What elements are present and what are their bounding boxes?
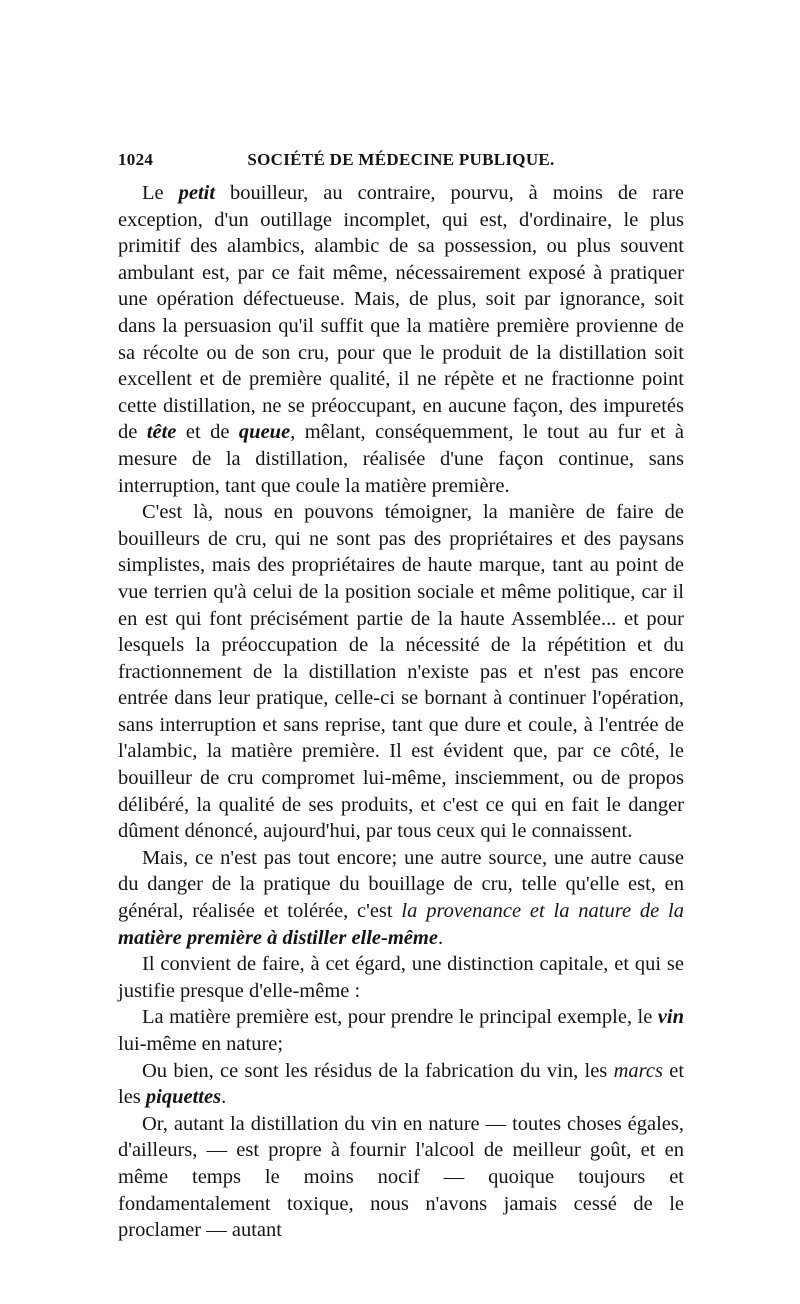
text-run: , mêlant, conséquemment, le tout au fur et à mesure de la distillation, réalisée d'une façon continue, sans interruption, tant que coule la matière première. xyxy=(118,421,684,497)
emphasis-piquettes: piquettes xyxy=(145,1086,222,1109)
text-run: et les xyxy=(118,1059,685,1109)
body-text xyxy=(118,180,684,1244)
emphasis-queue: queue xyxy=(238,421,291,444)
emphasis-marcs: marcs xyxy=(613,1059,663,1082)
text-run: Mais, ce n'est pas tout encore; une autre source, une autre cause du danger de la pratique du bouillage de cru, telle qu'elle est, en général, réalisée et tolérée, c'est xyxy=(118,846,684,923)
text-run: Ou bien, ce sont les résidus de la fabrication du vin, les xyxy=(142,1059,614,1082)
text-run: et de xyxy=(176,421,239,444)
text-run: Le xyxy=(142,182,179,204)
text-run: bouilleur, au contraire, pourvu, à moins de rare exception, d'un outillage incomplet, qui est, d'ordinaire, le plus primitif des alambics, alambic de sa possession, ou plus souvent ambulant est, par ce fait même, nécessairement exposé à pratiquer une opération défectueuse. Mais, de plus, soit par ignorance, soit dans la persuasion qu'il suffit que la matière première provienne de sa récolte ou de son cru, pour que le produit de la distillation soit excellent et de première qualité, il ne répète et ne fractionne point cette distillation, ne se préoccupant, en aucune façon, des impuretés de xyxy=(118,182,684,444)
page-number: 1024 xyxy=(118,150,154,169)
emphasis-provenance: la provenance et la nature de la xyxy=(401,900,684,923)
emphasis-matiere-premiere: matière première à distiller elle-même xyxy=(118,926,438,949)
text-run: . xyxy=(437,926,444,949)
paragraph-1 xyxy=(118,180,684,499)
paragraph-2: C'est là, nous en pouvons témoigner, la manière de faire de bouilleurs de cru, qui ne sont pas des propriétaires et des paysans simplistes, mais des propriétaires de haute marque, tant au point de vue terrien qu'à celui de la position sociale et même politique, car il en est qui font précisément partie de la haute Assemblée... et pour lesquels la préoccupation de la nécessité de la répétition et du fractionnement de la distillation n'existe pas et n'est pas encore entrée dans leur pratique, celle-ci se bornant à continuer l'opération, sans interruption et sans reprise, tant que dure et coule, à l'entrée de l'alambic, la matière première. Il est évident que, par ce côté, le bouilleur de cru compromet lui-même, insciemment, ou de propos délibéré, la qualité de ses produits, et c'est ce qui en fait le danger dûment dénoncé, aujourd'hui, par tous ceux qui le connaissent. xyxy=(118,501,684,843)
paragraph-7: Or, autant la distillation du vin en nature — toutes choses égales, d'ailleurs, — est propre à fournir l'alcool de meilleur goût, et en même temps le moins nocif — quoique toujours et fondamentalement toxique, nous n'avons jamais cessé de le proclamer — autant xyxy=(118,1112,684,1242)
paragraph-3 xyxy=(118,845,684,951)
emphasis-tete: tête xyxy=(146,421,177,444)
paragraph-4: Il convient de faire, à cet égard, une distinction capitale, et qui se justifie presque d'elle-même : xyxy=(118,953,684,1002)
text-run: lui-même en nature; xyxy=(118,1033,284,1055)
text-run: . xyxy=(221,1086,227,1109)
running-head xyxy=(118,150,684,174)
paragraph-6 xyxy=(118,1058,684,1111)
emphasis-petit: petit xyxy=(178,182,216,204)
text-run: La matière première est, pour prendre le principal exemple, le xyxy=(142,1006,658,1029)
emphasis-vin: vin xyxy=(657,1006,684,1029)
journal-title: SOCIÉTÉ DE MÉDECINE PUBLIQUE. xyxy=(247,150,555,169)
book-page xyxy=(118,150,684,1244)
paragraph-5 xyxy=(118,1004,684,1057)
